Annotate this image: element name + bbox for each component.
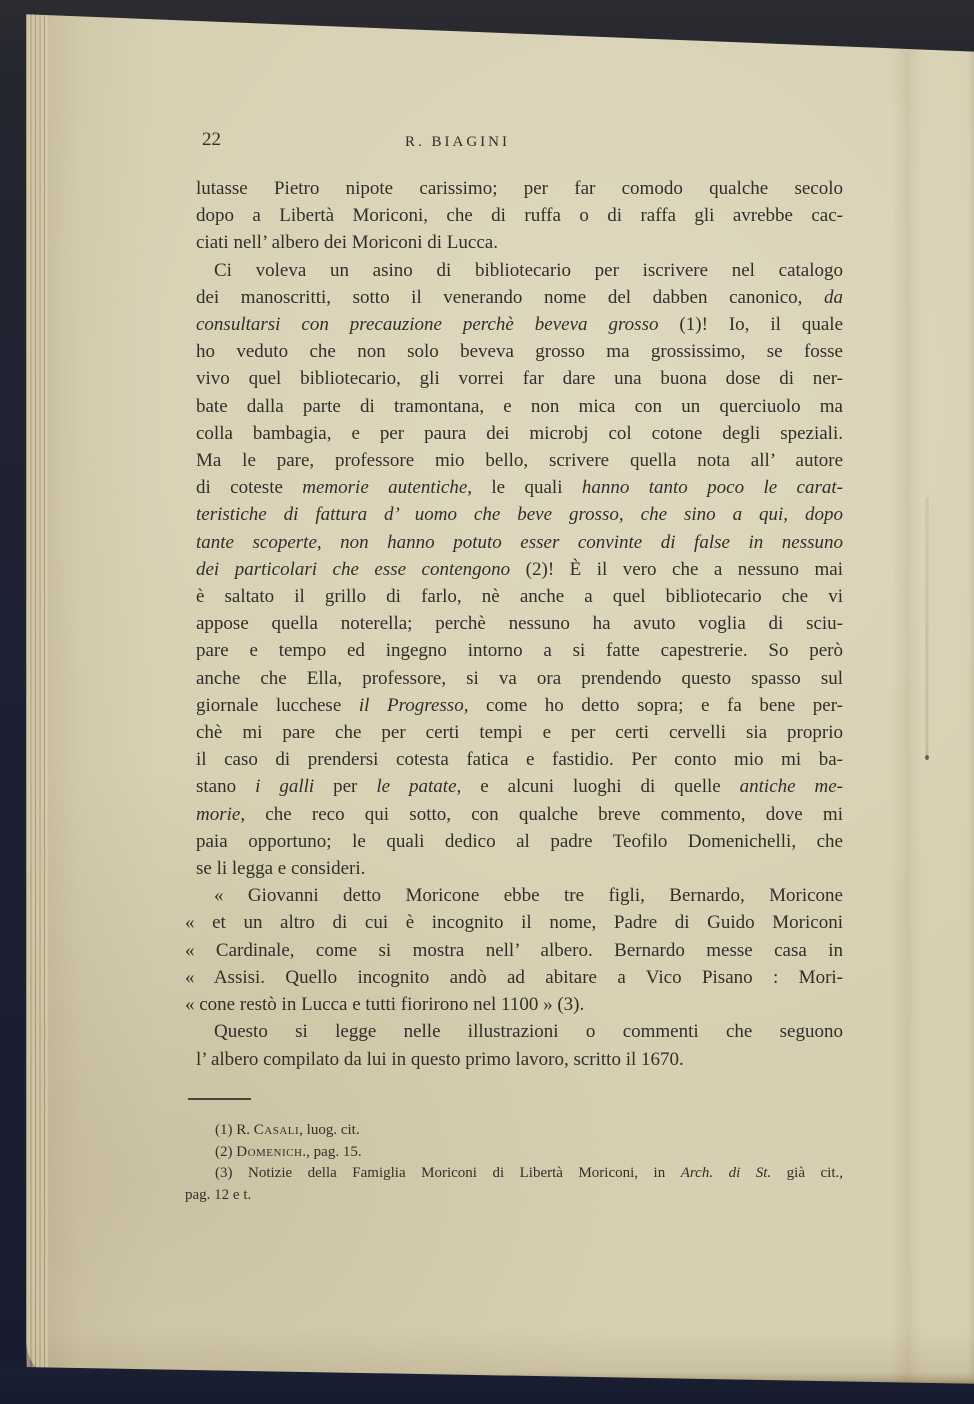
body-line: [196, 447, 843, 474]
text-run: , luog. cit.: [299, 1122, 360, 1138]
italic-text: tante scoperte, non hanno potuto esser convinte di false in nessuno: [196, 531, 843, 553]
text-run: Questo si legge nelle illustrazioni o commenti che seguono: [214, 1021, 843, 1043]
text-run: « et un altro di cui è incognito il nome, Padre di Guido Moriconi: [185, 912, 843, 934]
smallcaps-text: Domenich: [236, 1143, 303, 1160]
page-number: 22: [202, 129, 221, 150]
body-line: [196, 1018, 843, 1045]
text-run: ., pag. 15.: [302, 1143, 362, 1160]
footnote-line: [185, 1120, 843, 1142]
body-line: [196, 773, 843, 800]
italic-text: Arch. di St.: [680, 1165, 772, 1181]
footnote-separator: [188, 1098, 251, 1100]
text-run: « Cardinale, come si mostra nell’ albero. Bernardo messe casa in: [185, 939, 843, 961]
italic-text: le patate,: [376, 776, 462, 798]
body-line: [196, 637, 843, 664]
text-run: Ci voleva un asino di bibliotecario per iscrivere nel catalogo: [214, 259, 843, 281]
italic-text: i galli: [255, 776, 315, 798]
text-run: come ho detto sopra; e fa bene per-: [468, 694, 844, 716]
text-run: è saltato il grillo di farlo, nè anche a quel bibliotecario che vi: [196, 586, 843, 608]
body-line: [196, 828, 843, 855]
text-run: « Giovanni detto Moricone ebbe tre figli, Bernardo, Moricone: [214, 885, 843, 907]
body-line: [196, 229, 843, 256]
body-line: [196, 284, 843, 311]
body-line: [196, 882, 843, 909]
body-line: [196, 311, 843, 338]
footnote-line: [185, 1142, 843, 1164]
italic-text: teristiche di fattura d’ uomo che beve grosso, che sino a qui, dopo: [196, 504, 843, 526]
running-header: R. BIAGINI: [405, 134, 510, 150]
italic-text: consultarsi con precauzione perchè beveva grosso: [196, 314, 659, 336]
text-run: che reco qui sotto, con qualche breve commento, dove mi: [245, 803, 843, 825]
text-run: colla bambagia, e per paura dei microbj col cotone degli speziali.: [196, 422, 843, 444]
text-run: lutasse Pietro nipote carissimo; per far comodo qualche secolo: [196, 178, 843, 199]
body-line: [196, 257, 843, 284]
italic-text: da: [824, 286, 843, 308]
page-fold-shadow: [892, 12, 922, 1384]
italic-text: memorie autentiche,: [302, 477, 473, 499]
text-run: se li legga e consideri.: [196, 858, 366, 880]
body-line: [196, 393, 843, 420]
body-line: [196, 338, 843, 365]
body-line: [196, 583, 843, 610]
text-run: il caso di prendersi cotesta fatica e fastidio. Per conto mio mi ba-: [196, 749, 843, 771]
text-run: « Assisi. Quello incognito andò ad abitare a Vico Pisano : Mori-: [185, 966, 843, 988]
text-run: pag. 12 e t.: [185, 1186, 252, 1203]
text-run: di coteste: [196, 477, 303, 499]
text-run: l’ albero compilato da lui in questo primo lavoro, scritto il 1670.: [196, 1048, 684, 1070]
italic-text: antiche me-: [739, 776, 844, 798]
footnote-line: [185, 1185, 843, 1207]
text-run: (2)! È il vero che a nessuno mai: [510, 558, 843, 580]
body-line: [196, 175, 843, 202]
italic-text: hanno tanto poco le carat-: [581, 477, 843, 499]
text-run: per: [314, 776, 377, 798]
smallcaps-text: Casali: [253, 1122, 300, 1138]
body-line: [196, 610, 843, 637]
text-run: chè mi pare che per certi tempi e per certi cervelli sia proprio: [196, 722, 843, 744]
body-line: [196, 719, 843, 746]
text-run: (1)! Io, il quale: [658, 314, 844, 336]
thread-artifact: [926, 498, 928, 756]
body-text: [185, 175, 844, 1073]
body-line: [196, 855, 843, 882]
text-run: stano: [196, 776, 256, 798]
italic-text: dei particolari che esse contengono: [196, 558, 511, 580]
text-run: pare e tempo ed ingegno intorno a si fatte capestrerie. So però: [196, 640, 843, 662]
text-run: Ma le pare, professore mio bello, scrivere quella nota all’ autore: [196, 450, 843, 472]
page-edge-stack-left: [26, 12, 48, 1384]
body-line: [196, 746, 843, 773]
text-run: (3) Notizie della Famiglia Moriconi di Libertà Moriconi, in: [215, 1165, 681, 1181]
text-run: già cit.,: [771, 1165, 843, 1181]
text-run: paia opportuno; le quali dedico al padre Teofilo Domenichelli, che: [196, 830, 843, 852]
text-run: dei manoscritti, sotto il venerando nome del dabben canonico,: [196, 286, 824, 308]
body-line: [196, 365, 843, 392]
text-run: bate dalla parte di tramontana, e non mica con un querciuolo ma: [196, 395, 843, 417]
body-line: [196, 1046, 843, 1073]
body-line: [185, 991, 843, 1018]
footnotes: [185, 1120, 843, 1206]
text-run: appose quella noterella; perchè nessuno ha avuto voglia di sciu-: [196, 613, 843, 635]
book-page: [26, 12, 974, 1384]
body-line: [185, 909, 843, 936]
italic-text: morie,: [196, 803, 246, 825]
text-run: giornale lucchese: [196, 694, 359, 716]
text-run: vivo quel bibliotecario, gli vorrei far dare una buona dose di ner-: [196, 368, 843, 390]
text-run: (1) R.: [215, 1122, 254, 1138]
body-line: [185, 964, 843, 991]
text-run: ho veduto che non solo beveva grosso ma grossissimo, se fosse: [196, 341, 843, 363]
footnote-line: [185, 1163, 843, 1185]
text-run: anche che Ella, professore, si va ora prendendo questo spasso sul: [196, 667, 843, 689]
text-run: (2): [215, 1143, 237, 1160]
body-line: [196, 692, 843, 719]
text-run: ciati nell’ albero dei Moriconi di Lucca.: [196, 232, 498, 254]
body-line: [196, 529, 843, 556]
body-line: [196, 665, 843, 692]
body-line: [196, 556, 843, 583]
body-line: [196, 501, 843, 528]
italic-text: il Progresso,: [358, 694, 469, 716]
body-line: [185, 937, 843, 964]
body-line: [196, 202, 843, 229]
text-run: e alcuni luoghi di quelle: [461, 776, 740, 798]
text-run: dopo a Libertà Moriconi, che di ruffa o di raffa gli avrebbe cac-: [196, 205, 843, 227]
text-run: le quali: [472, 477, 582, 499]
body-line: [196, 801, 843, 828]
body-line: [196, 420, 843, 447]
text-run: « cone restò in Lucca e tutti fiorirono nel 1100 » (3).: [185, 994, 585, 1016]
body-line: [196, 474, 843, 501]
